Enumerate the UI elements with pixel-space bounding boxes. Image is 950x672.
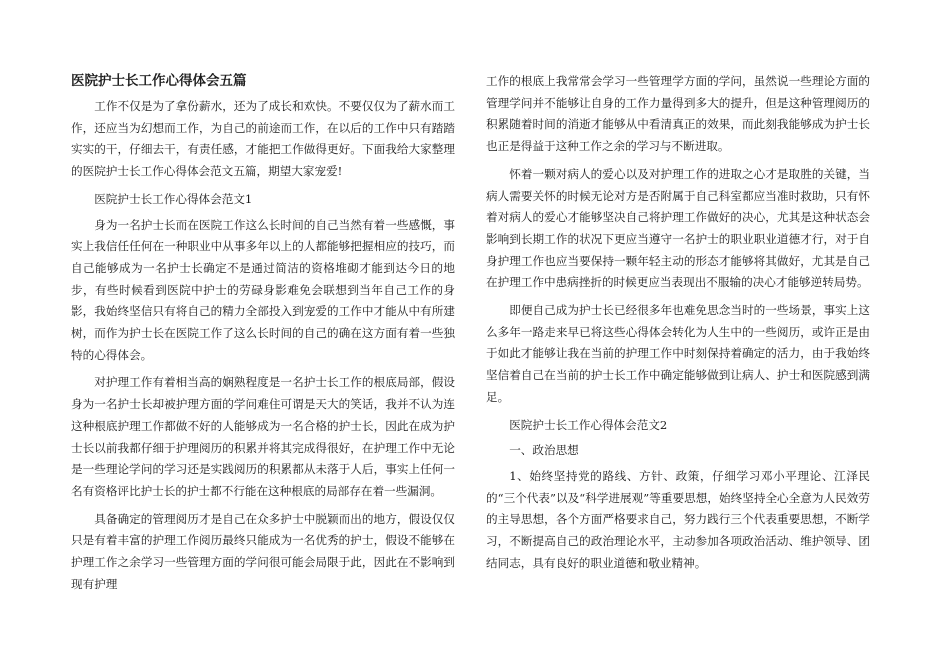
document-title: 医院护士长工作心得体会五篇 (71, 73, 247, 89)
subsection-heading: 一、政治思想 (509, 443, 579, 458)
body-paragraph: 对护理工作有着相当高的娴熟程度是一名护士长工作的根底局部，假设身为一名护士长却被护理方面的学问难住可谓是天大的笑话，我并不认为连这种根底护理工作都做不好的人能够成为一名合格的护士长，因此在成为护士长以前我都仔细于护理阅历的积累并将其完成得很好，在护理工作中无论是一些理论学问的学习还是实践阅历的积累都从未落于人后，事实上任何一名有资格评比护士长的护士都不行能在这种根底的局部存在着一些漏洞。 (71, 375, 455, 498)
left-column (71, 70, 455, 601)
section-heading-2: 医院护士长工作心得体会范文2 (509, 417, 668, 432)
body-paragraph: 具备确定的管理阅历才是自己在众多护士中脱颖而出的地方，假设仅仅只是有着丰富的护理工作阅历最终只能成为一名优秀的护士，假设不能够在护理工作之余学习一些管理方面的学问很可能会局限于此，因此在不影响到现有护理 (71, 511, 455, 591)
section-heading-1: 医院护士长工作心得体会范文1 (94, 191, 253, 206)
body-paragraph: 身为一名护士长而在医院工作这么长时间的自己当然有着一些感慨，事实上我信任任何在一种职业中从事多年以上的人都能够把握相应的技巧，而自己能够成为一名护士长确定不是通过简洁的资格堆砌才能到达今日的地步，有些时候看到医院中护士的劳碌身影难免会联想到当年自己工作的身影，我始终坚信只有将自己的精力全部投入到宠爱的工作中才能从中有所建树，而作为护士长在医院工作了这么长时间的自己的确在这方面有着一些独特的心得体会。 (71, 217, 455, 362)
body-paragraph: 怀着一颗对病人的爱心以及对护理工作的进取之心才是取胜的关键，当病人需要关怀的时候无论对方是否附属于自己科室都应当准时救助，只有怀着对病人的爱心才能够坚决自己将护理工作做好的决心，尤其是这种状态会影响到长期工作的状况下更应当遵守一名护士的职业职业道德才行，对于自身护理工作也应当要保持一颗年轻主动的形态才能够将其做好，尤其是自己在护理工作中患病挫折的时候更应当表现出不服输的决心才能够逆转局势。 (486, 166, 870, 290)
intro-paragraph: 工作不仅是为了拿份薪水，还为了成长和欢快。不要仅仅为了薪水而工作，还应当为幻想而工作，为自己的前途而工作，在以后的工作中只有踏踏实实的干，仔细去干，有责任感，才能把工作做得更好。下面我给大家整理的医院护士长工作心得体会范文五篇，期望大家宠爱! (71, 99, 455, 179)
body-paragraph-continued: 工作的根底上我常常会学习一些管理学方面的学问，虽然说一些理论方面的管理学问并不能够让自身的工作力量得到多大的提升，但是这种管理阅历的积累随着时间的消逝才能够从中看清真正的效果，而此刻我能够成为护士长也正是得益于这种工作之余的学习与不断进取。 (486, 74, 870, 154)
right-column (486, 71, 870, 580)
body-paragraph: 即便自己成为护士长已经很多年也难免思念当时的一些场景，事实上这么多年一路走来早已将这些心得体会转化为人生中的一些阅历，或许正是由于如此才能够让我在当前的护理工作中时刻保持着确定的活力，由于我始终坚信着自己在当前的护士长工作中确定能够做到让病人、护士和医院感到满足。 (486, 303, 870, 404)
body-paragraph: 1、始终坚持党的路线、方针、政策，仔细学习邓小平理论、江泽民的“三个代表”以及“科学进展观”等重要思想，始终坚持全心全意为人民效劳的主导思想，各个方面严格要求自己，努力践行三个代表重要思想，不断学习，不断提高自己的政治理论水平，主动参加各项政治活动、维护领导、团结同志，具有良好的职业道德和敬业精神。 (486, 468, 870, 570)
